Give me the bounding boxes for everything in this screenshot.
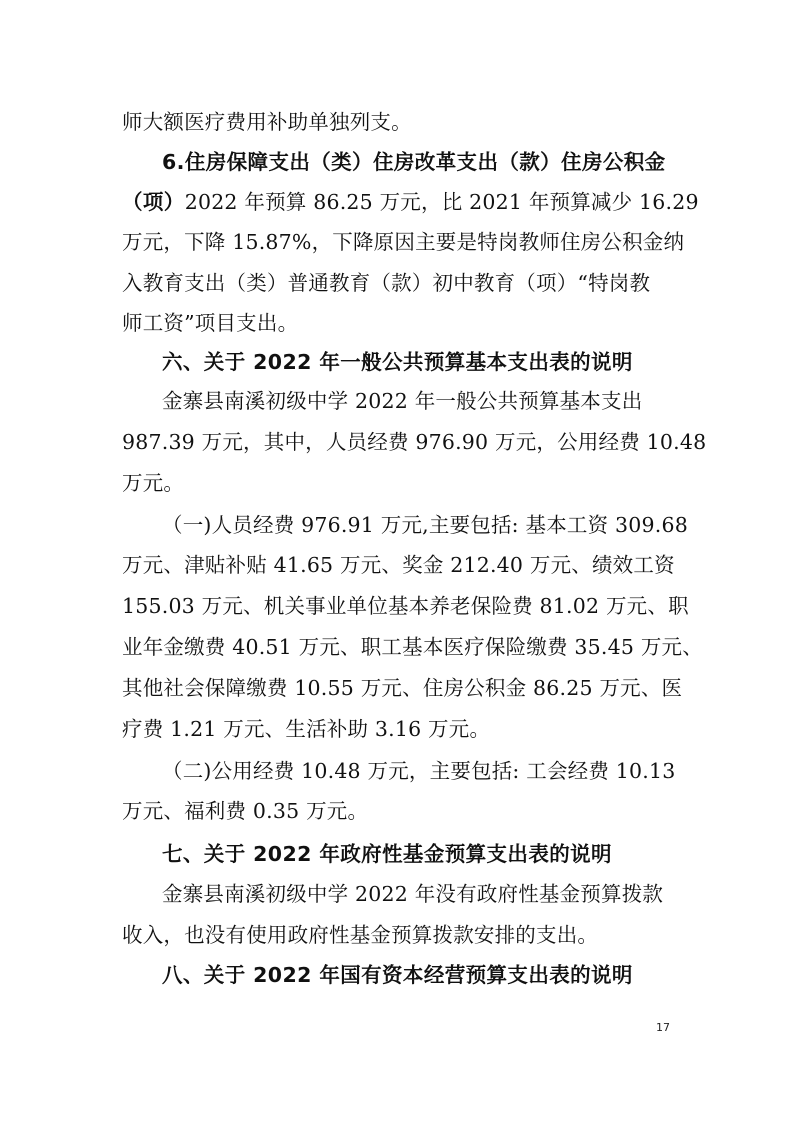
body-line: 万元、津贴补贴 41.65 万元、奖金 212.40 万元、绩效工资 <box>122 553 675 577</box>
body-line: 其他社会保障缴费 10.55 万元、住房公积金 86.25 万元、医 <box>122 676 683 700</box>
item-heading <box>162 147 672 177</box>
body-line: 万元、福利费 0.35 万元。 <box>122 799 369 823</box>
body-line-rest: 2022 年预算 86.25 万元，比 2021 年预算减少 16.29 <box>184 190 699 214</box>
section-heading-eight: 八、关于 2022 年国有资本经营预算支出表的说明 <box>162 963 633 987</box>
body-line: 万元。 <box>122 471 185 495</box>
page-number: 17 <box>656 1021 670 1034</box>
body-line <box>122 187 699 217</box>
body-line: 万元，下降 15.87%，下降原因主要是特岗教师住房公积金纳 <box>122 230 685 254</box>
body-line: 金寨县南溪初级中学 2022 年没有政府性基金预算拨款 <box>162 882 664 906</box>
body-line: 入教育支出（类）普通教育（款）初中教育（项）“特岗教 <box>122 271 651 295</box>
section-heading-six: 六、关于 2022 年一般公共预算基本支出表的说明 <box>162 350 633 374</box>
body-line: 收入，也没有使用政府性基金预算拨款安排的支出。 <box>122 923 599 947</box>
body-line: 师工资”项目支出。 <box>122 311 299 335</box>
item-heading-bold: 6.住房保障支出（类）住房改革支出（款）住房公积金 <box>162 150 666 174</box>
body-line: 业年金缴费 40.51 万元、职工基本医疗保险缴费 35.45 万元、 <box>122 635 703 659</box>
item-heading-bold: （项） <box>122 190 185 214</box>
body-line: （一)人员经费 976.91 万元,主要包括: 基本工资 309.68 <box>162 513 688 537</box>
body-line: 987.39 万元，其中，人员经费 976.90 万元，公用经费 10.48 <box>122 430 707 454</box>
body-line: 金寨县南溪初级中学 2022 年一般公共预算基本支出 <box>162 389 643 413</box>
body-line: 师大额医疗费用补助单独列支。 <box>122 110 412 134</box>
body-line: 疗费 1.21 万元、生活补助 3.16 万元。 <box>122 717 491 741</box>
body-line: 155.03 万元、机关事业单位基本养老保险费 81.02 万元、职 <box>122 594 689 618</box>
section-heading-seven: 七、关于 2022 年政府性基金预算支出表的说明 <box>162 842 612 866</box>
body-line: （二)公用经费 10.48 万元，主要包括: 工会经费 10.13 <box>162 759 676 783</box>
